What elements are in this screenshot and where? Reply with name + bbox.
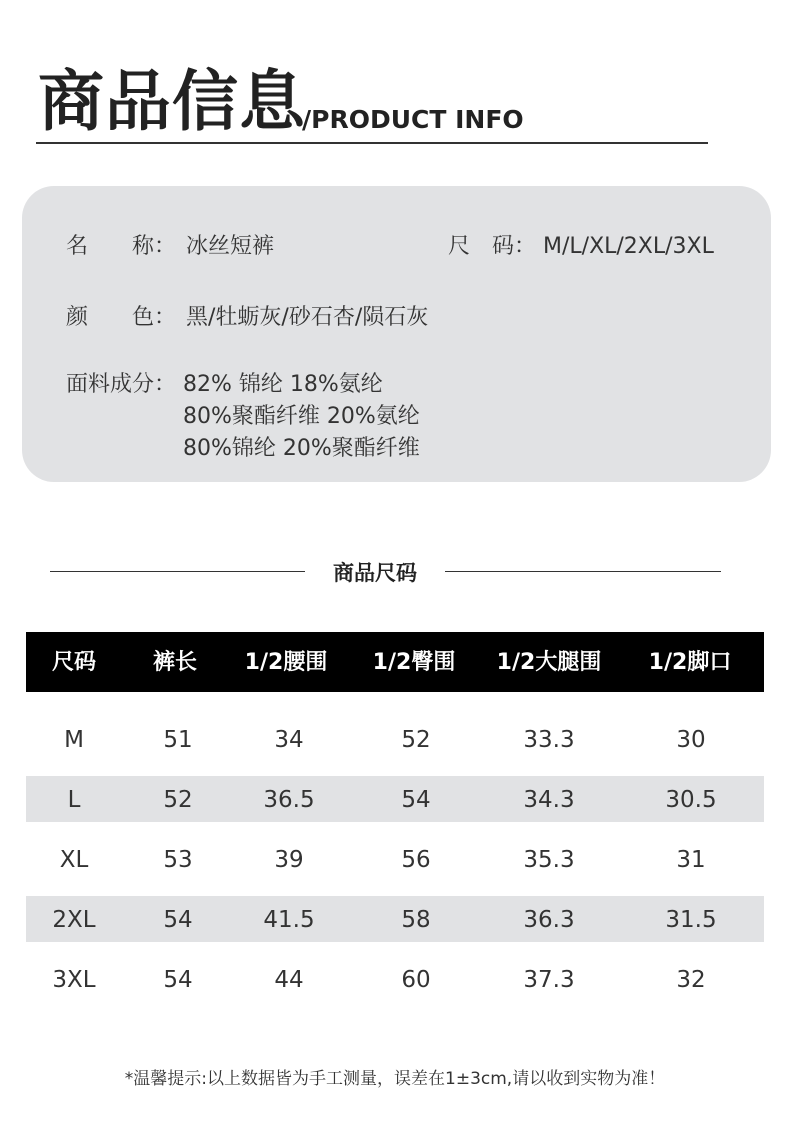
table-cell: 41.5 xyxy=(263,907,315,933)
color-value: 黑/牡蛎灰/砂石杏/陨石灰 xyxy=(186,305,429,330)
table-cell: 54 xyxy=(163,907,193,933)
name-value: 冰丝短裤 xyxy=(186,234,275,259)
table-cell: 51 xyxy=(163,727,193,753)
table-cell: 56 xyxy=(401,847,431,873)
table-cell: 31.5 xyxy=(665,907,717,933)
table-cell: 2XL xyxy=(52,907,96,933)
table-cell: 32 xyxy=(676,967,706,993)
size-value: M/L/XL/2XL/3XL xyxy=(543,234,714,259)
table-cell: 52 xyxy=(163,787,193,813)
table-cell: 37.3 xyxy=(523,967,575,993)
header-waist: 1/2腰围 xyxy=(244,650,328,675)
section-divider-left xyxy=(50,571,305,572)
table-cell: M xyxy=(64,727,84,753)
size-section-title: 商品尺码 xyxy=(333,561,417,585)
table-cell: 54 xyxy=(401,787,431,813)
table-cell: 34.3 xyxy=(523,787,575,813)
table-cell: 58 xyxy=(401,907,431,933)
table-cell: 39 xyxy=(274,847,304,873)
fabric-line: 82% 锦纶 18%氨纶 xyxy=(183,372,383,397)
title-divider xyxy=(36,142,708,144)
table-cell: 30 xyxy=(676,727,706,753)
section-divider-right xyxy=(445,571,721,572)
table-cell: 3XL xyxy=(52,967,96,993)
table-cell: 31 xyxy=(676,847,706,873)
table-cell: 36.5 xyxy=(263,787,315,813)
name-label: 名 称： xyxy=(66,234,177,259)
header-hip: 1/2臀围 xyxy=(372,650,456,675)
table-cell: 35.3 xyxy=(523,847,575,873)
header-thigh: 1/2大腿围 xyxy=(496,650,602,675)
table-cell: 44 xyxy=(274,967,304,993)
table-cell: XL xyxy=(59,847,89,873)
header-size: 尺码 xyxy=(51,650,96,675)
page-subtitle: /PRODUCT INFO xyxy=(302,105,524,134)
measurement-note: *温馨提示:以上数据皆为手工测量，误差在1±3cm,请以收到实物为准！ xyxy=(124,1069,666,1089)
table-cell: 53 xyxy=(163,847,193,873)
fabric-line: 80%聚酯纤维 20%氨纶 xyxy=(183,404,420,429)
table-cell: 34 xyxy=(274,727,304,753)
table-cell: 60 xyxy=(401,967,431,993)
table-cell: 36.3 xyxy=(523,907,575,933)
page-title: 商品信息 xyxy=(38,63,306,140)
table-cell: L xyxy=(67,787,81,813)
size-label: 尺 码： xyxy=(448,234,537,259)
color-label: 颜 色： xyxy=(66,305,177,330)
header-leg-opening: 1/2脚口 xyxy=(648,650,732,675)
header-length: 裤长 xyxy=(152,650,197,675)
table-cell: 30.5 xyxy=(665,787,717,813)
fabric-line: 80%锦纶 20%聚酯纤维 xyxy=(183,436,420,461)
table-cell: 54 xyxy=(163,967,193,993)
table-cell: 33.3 xyxy=(523,727,575,753)
table-cell: 52 xyxy=(401,727,431,753)
fabric-label: 面料成分： xyxy=(66,372,177,397)
